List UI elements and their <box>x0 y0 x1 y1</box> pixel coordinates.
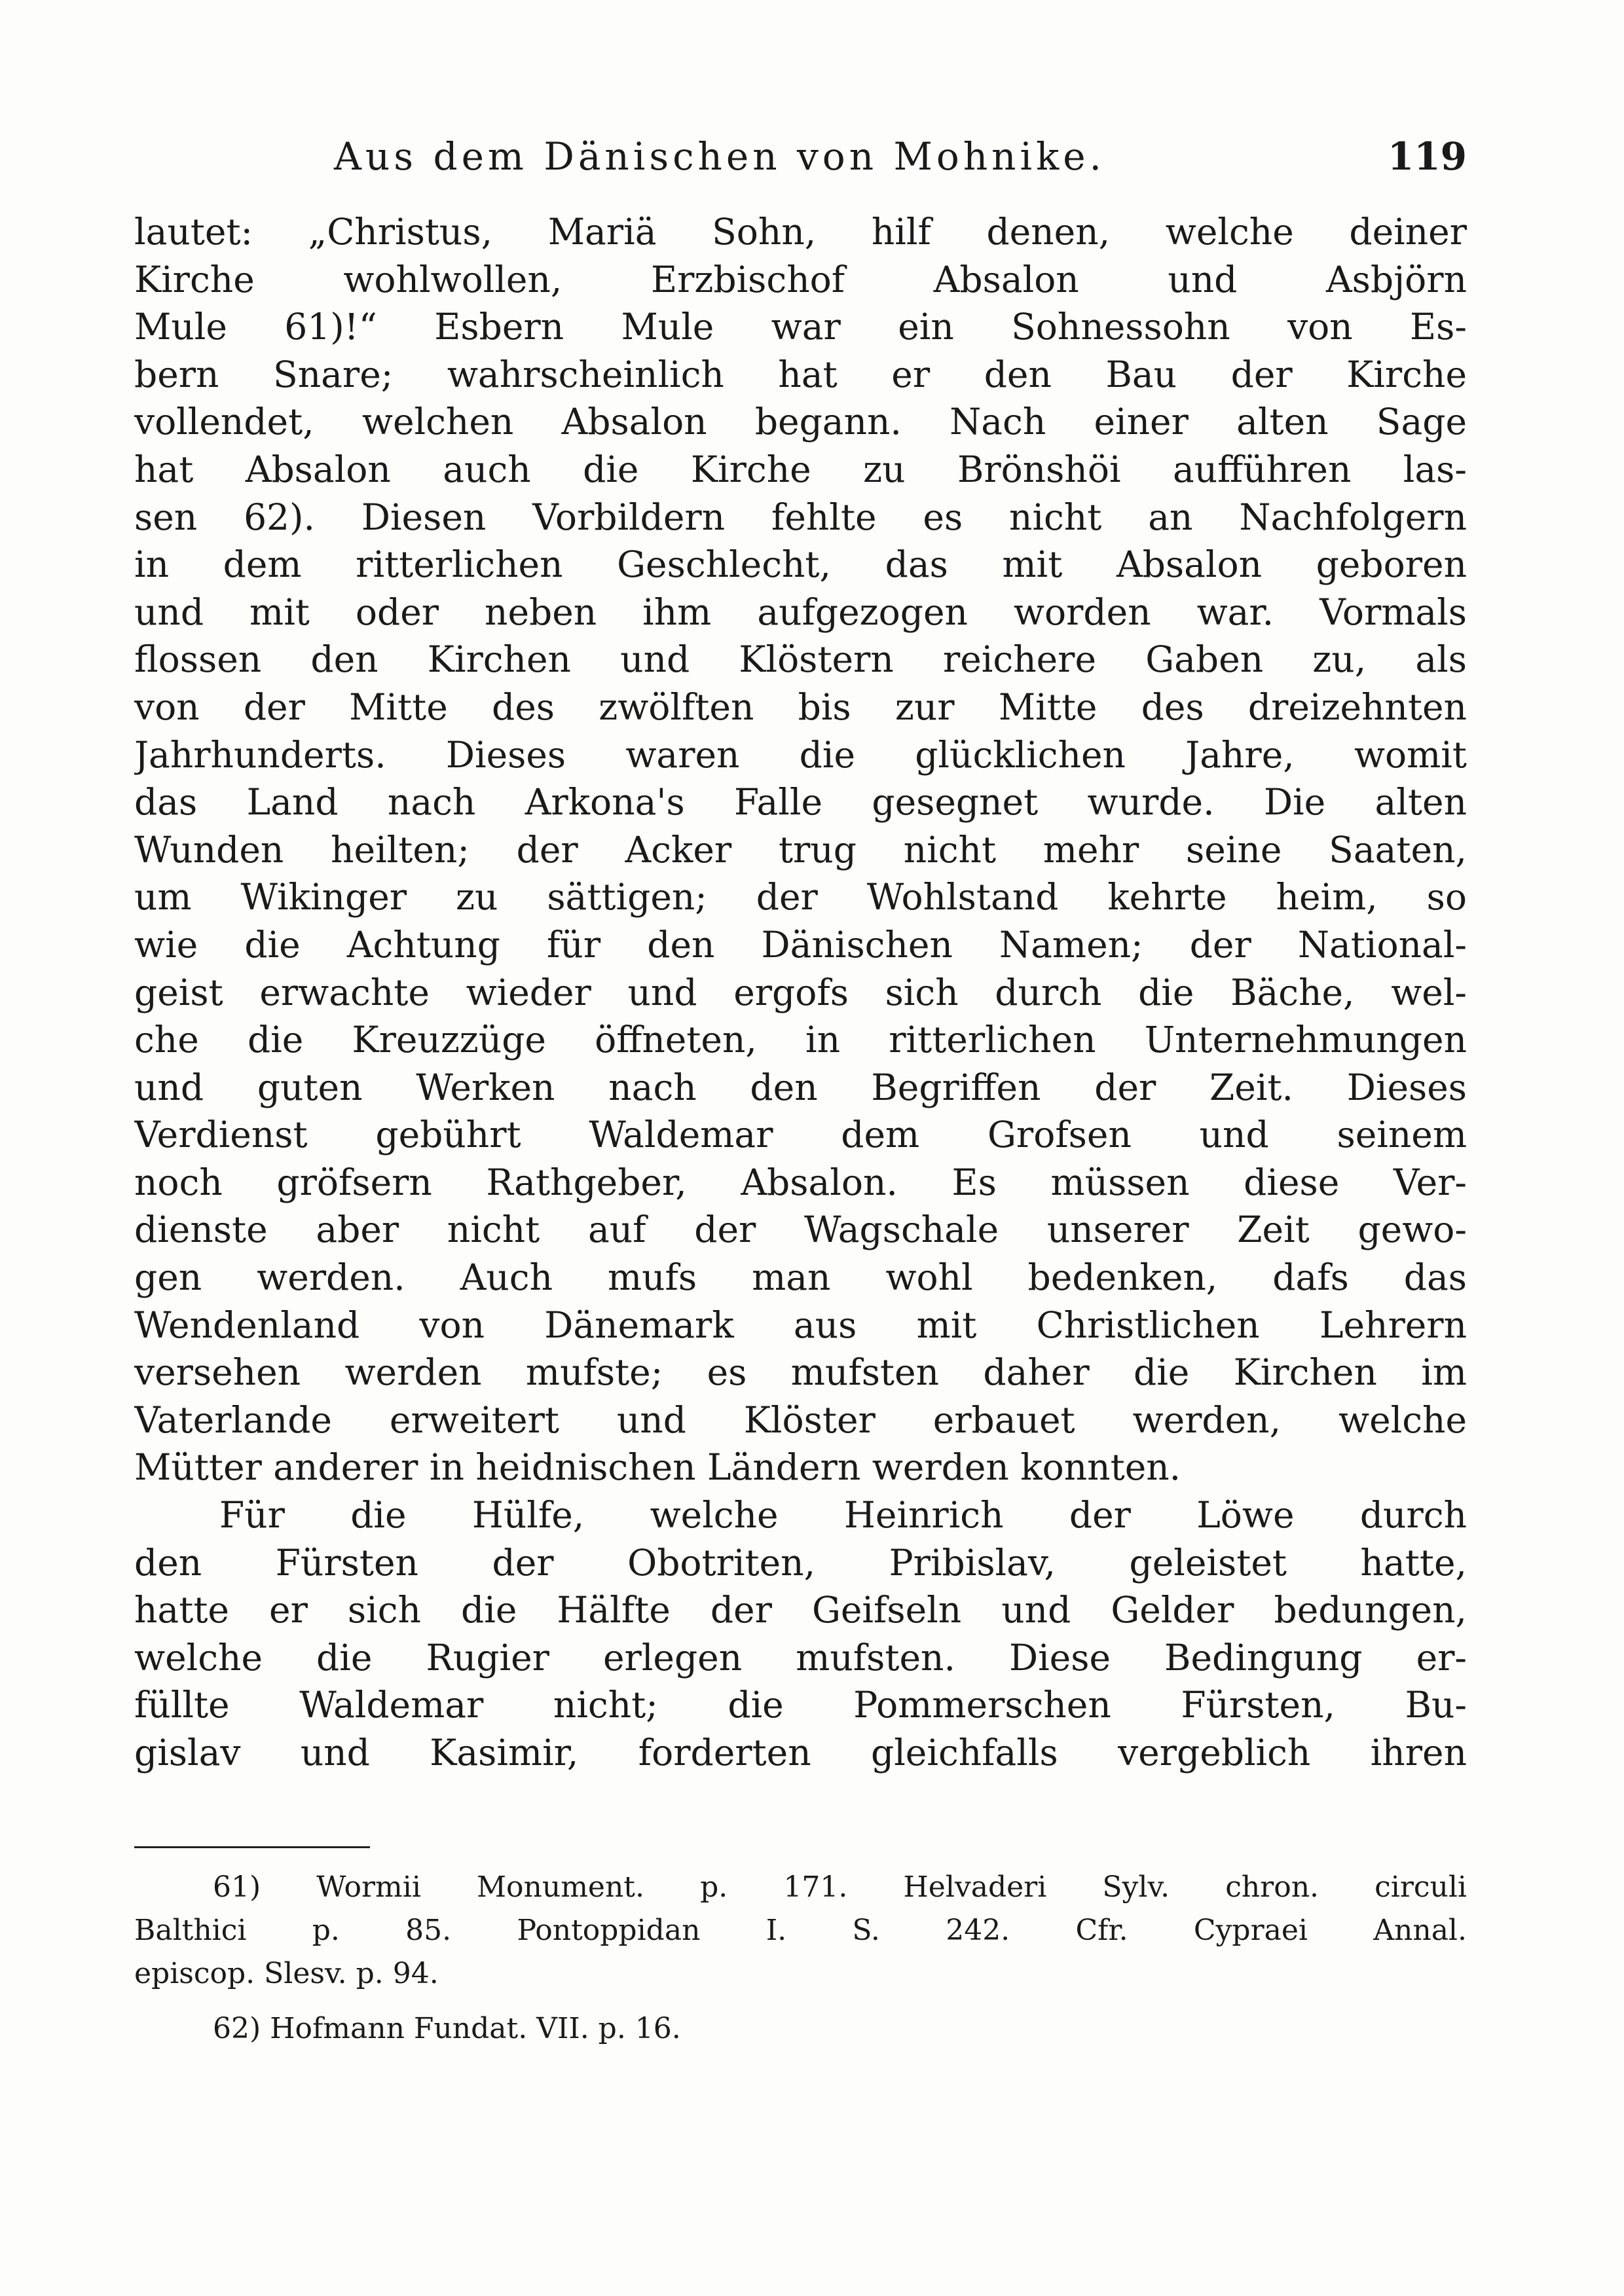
footnotes <box>134 1866 1467 2050</box>
footnote-61-continued: Balthici p. 85. Pontoppidan I. S. 242. Cfr. Cypraei Annal. <box>134 1914 1467 1947</box>
text-line: Wendenland von Dänemark aus mit Christlichen Lehrern <box>134 1303 1467 1346</box>
running-title: Aus dem Dänischen von Mohnike. <box>334 134 1105 179</box>
text-line: und guten Werken nach den Begriffen der Zeit. Dieses <box>134 1066 1467 1108</box>
body-text <box>134 208 1467 1777</box>
paragraph-end-line: Mütter anderer in heidnischen Ländern werden konnten. <box>134 1446 1181 1489</box>
text-line: von der Mitte des zwölften bis zur Mitte des dreizehnten <box>134 685 1467 728</box>
footnote-rule <box>134 1846 370 1848</box>
paragraph-start-line: Für die Hülfe, welche Heinrich der Löwe durch <box>219 1494 1467 1537</box>
page-header <box>138 134 1467 193</box>
text-line: füllte Waldemar nicht; die Pommerschen Fürsten, Bu- <box>134 1684 1467 1726</box>
text-line: welche die Rugier erlegen mufsten. Diese Bedingung er- <box>134 1636 1467 1679</box>
text-line: Mule 61)!“ Esbern Mule war ein Sohnessohn von Es- <box>134 306 1467 348</box>
text-line: Jahrhunderts. Dieses waren die glücklichen Jahre, womit <box>134 733 1467 776</box>
text-line: bern Snare; wahrscheinlich hat er den Bau der Kirche <box>134 353 1467 395</box>
text-line: sen 62). Diesen Vorbildern fehlte es nicht an Nachfolgern <box>134 496 1467 538</box>
text-line: das Land nach Arkona's Falle gesegnet wurde. Die alten <box>134 781 1467 824</box>
text-line: Kirche wohlwollen, Erzbischof Absalon und Asbjörn <box>134 258 1467 301</box>
text-line: flossen den Kirchen und Klöstern reichere Gaben zu, als <box>134 638 1467 681</box>
text-line: lautet: „Christus, Mariä Sohn, hilf denen, welche deiner <box>134 211 1467 253</box>
text-line: in dem ritterlichen Geschlecht, das mit Absalon geboren <box>134 543 1467 586</box>
text-line: und mit oder neben ihm aufgezogen worden war. Vormals <box>134 591 1467 633</box>
text-line: geist erwachte wieder und ergofs sich durch die Bäche, wel- <box>134 971 1467 1013</box>
text-line: Verdienst gebührt Waldemar dem Grofsen und seinem <box>134 1114 1467 1156</box>
text-line: den Fürsten der Obotriten, Pribislav, geleistet hatte, <box>134 1541 1467 1584</box>
text-line: hatte er sich die Hälfte der Geifseln und Gelder bedungen, <box>134 1589 1467 1631</box>
text-line: noch gröfsern Rathgeber, Absalon. Es müssen diese Ver- <box>134 1161 1467 1203</box>
text-line: Wunden heilten; der Acker trug nicht mehr seine Saaten, <box>134 828 1467 871</box>
text-line: wie die Achtung für den Dänischen Namen; der National- <box>134 923 1467 966</box>
text-line: um Wikinger zu sättigen; der Wohlstand kehrte heim, so <box>134 876 1467 919</box>
footnote-61: 61) Wormii Monument. p. 171. Helvaderi Sylv. chron. circuli <box>213 1870 1467 1904</box>
text-line: gen werden. Auch mufs man wohl bedenken, dafs das <box>134 1256 1467 1299</box>
text-line: vollendet, welchen Absalon begann. Nach einer alten Sage <box>134 401 1467 443</box>
text-line: Vaterlande erweitert und Klöster erbauet werden, welche <box>134 1398 1467 1441</box>
page-number: 119 <box>1387 134 1467 179</box>
text-line: che die Kreuzzüge öffneten, in ritterlichen Unternehmungen <box>134 1019 1467 1061</box>
footnote-61-end: episcop. Slesv. p. 94. <box>134 1957 439 1990</box>
text-line: hat Absalon auch die Kirche zu Brönshöi aufführen las- <box>134 448 1467 490</box>
text-line: dienste aber nicht auf der Wagschale unserer Zeit gewo- <box>134 1209 1467 1251</box>
footnote-62: 62) Hofmann Fundat. VII. p. 16. <box>213 2012 681 2045</box>
text-line: gislav und Kasimir, forderten gleichfalls vergeblich ihren <box>134 1732 1467 1774</box>
text-line: versehen werden mufste; es mufsten daher die Kirchen im <box>134 1351 1467 1394</box>
